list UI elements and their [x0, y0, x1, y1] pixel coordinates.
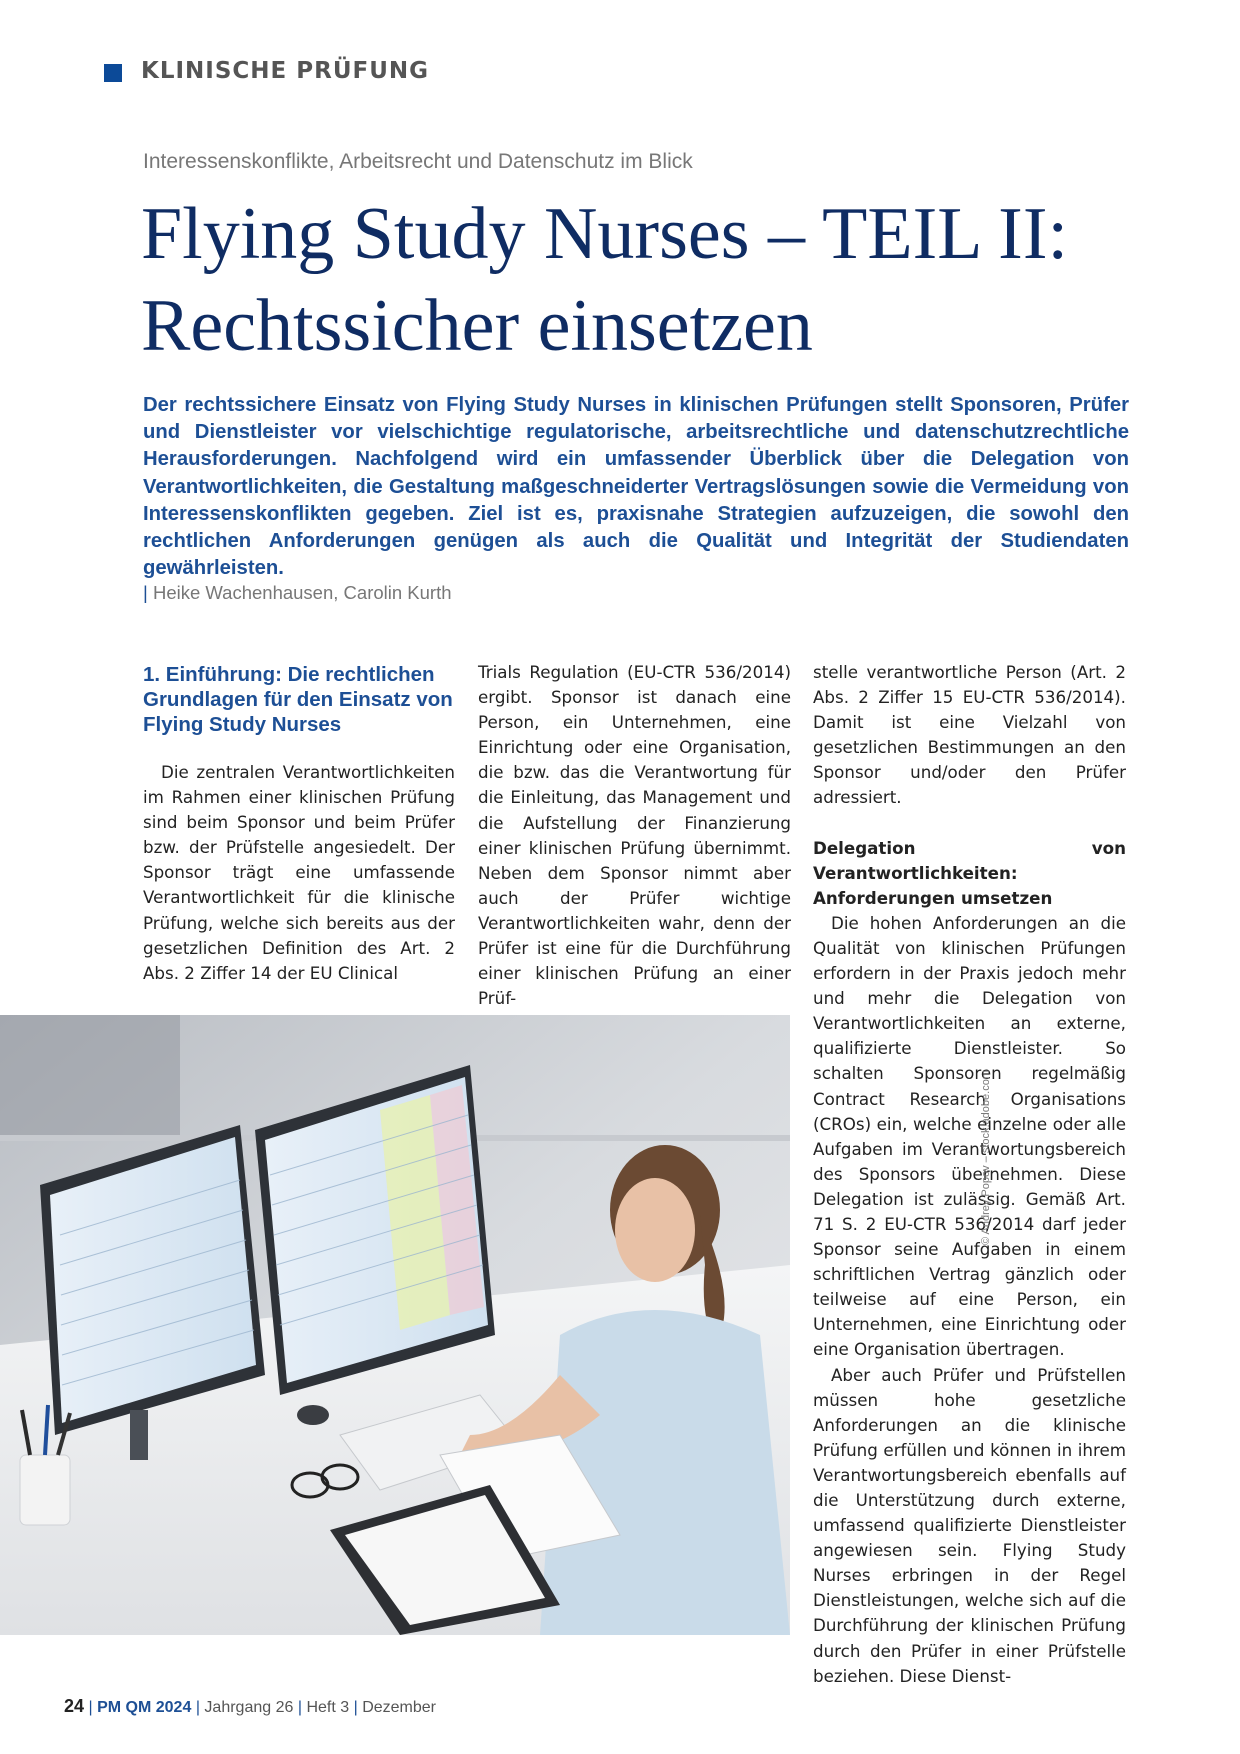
paragraph: Die hohen Anforderungen an die Qualität von klinischen Prüfungen erfordern in der Praxis jedoch mehr und mehr die Delegation von Verantwortlichkeiten an externe, qualifizierte Dienstleister. So schalten Sponsoren regelmäßig Contract Research Organisations (CROs) ein, welche einzelne oder alle Aufgaben im Verantwortungsbereich des Sponsors übernehmen. Diese Delegation ist zulässig. Gemäß Art. 71 S. 2 EU-CTR 536/2014 darf jeder Sponsor seine Aufgaben in einem schriftlichen Vertrag gänzlich oder teilweise auf eine Person, ein Unternehmen, eine Einrichtung oder eine Organisation übertragen.	[813, 912, 1126, 1360]
article-title-line1: Flying Study Nurses – TEIL II:	[141, 193, 1069, 275]
authors-names: Heike Wachenhausen, Carolin Kurth	[152, 582, 452, 603]
page-footer	[64, 1696, 436, 1717]
photo-credit: © Andrey Popov – stock.adobe.com	[980, 1070, 992, 1246]
footer-issue: Heft 3	[306, 1699, 350, 1716]
paragraph: Trials Regulation (EU-CTR 536/2014) ergibt. Sponsor ist danach eine Person, ein Unternehmen, eine Einrichtung oder eine Organisation, die bzw. das die Verantwortung für die Einleitung, das Management und die Aufstellung der Finanzierung einer klinischen Prüfung übernimmt. Neben dem Sponsor nimmt aber auch der Prüfer wichtige Verantwortlichkeiten wahr, denn der Prüfer ist eine für die Durchführung einer klinischen Prüfung an einer Prüf-	[478, 662, 791, 1009]
article-title	[141, 188, 1181, 372]
paragraph: Die zentralen Verantwortlichkeiten im Rahmen einer klinischen Prüfung sind beim Sponsor und beim Prüfer bzw. der Prüfstelle angesiedelt. Der Sponsor trägt eine umfassende Verantwortlichkeit für die klinische Prüfung, welche sich bereits aus der gesetzlichen Definition des Art. 2 Abs. 2 Ziffer 14 der EU Clinical	[143, 762, 455, 983]
page-number: 24	[64, 1696, 85, 1716]
section-heading-introduction: 1. Einführung: Die rechtlichen Grundlagen für den Einsatz von Flying Study Nurses	[143, 663, 453, 736]
subheading-delegation: Delegation von Verantwortlichkeiten: Anforderungen umsetzen	[813, 837, 1126, 908]
section-marker	[104, 64, 122, 82]
footer-month: Dezember	[362, 1699, 437, 1716]
article-authors	[143, 582, 452, 604]
footer-publication: PM QM 2024	[97, 1699, 192, 1716]
article-subtitle: Interessenskonflikte, Arbeitsrecht und Datenschutz im Blick	[143, 150, 693, 173]
body-column-1	[143, 760, 455, 986]
footer-separator: |	[297, 1699, 302, 1716]
body-column-3	[813, 660, 1126, 1689]
body-column-2	[478, 660, 791, 1011]
article-title-line2: Rechtssicher einsetzen	[141, 285, 813, 367]
footer-separator: |	[195, 1699, 200, 1716]
photo-illustration	[0, 1015, 790, 1635]
article-photo	[0, 1015, 790, 1635]
paragraph: stelle verantwortliche Person (Art. 2 Abs. 2 Ziffer 15 EU-CTR 536/2014). Damit ist eine Vielzahl von gesetzlichen Bestimmungen an den Sponsor und/oder den Prüfer adressiert.	[813, 662, 1126, 808]
footer-separator: |	[88, 1699, 93, 1716]
article-lead: Der rechtssichere Einsatz von Flying Study Nurses in klinischen Prüfungen stellt Sponsoren, Prüfer und Dienstleister vor vielschichtige regulatorische, arbeitsrechtliche und datenschutzrechtliche Herausforderungen. Nachfolgend wird ein umfassender Überblick über die Delegation von Verantwortlichkeiten, die Gestaltung maßgeschneiderter Vertragslösungen sowie die Vermeidung von Interessenskonflikten gegeben. Ziel ist es, praxisnahe Strategien aufzuzeigen, die sowohl den rechtlichen Anforderungen genügen als auch die Qualität und Integrität der Studiendaten gewährleisten.	[143, 394, 1129, 580]
footer-separator: |	[353, 1699, 358, 1716]
footer-volume: Jahrgang 26	[204, 1699, 294, 1716]
section-label: KLINISCHE PRÜFUNG	[141, 58, 430, 84]
paragraph: Aber auch Prüfer und Prüfstellen müssen hohe gesetzliche Anforderungen an die klinische Prüfung erfüllen und können in ihrem Verantwortungsbereich ebenfalls auf die Unterstützung durch externe, umfassend qualifizierte Dienstleister angewiesen sein. Flying Study Nurses erbringen in der Regel Dienstleistungen, welche sich auf die Durchführung der klinischen Prüfung durch den Prüfer in einer Prüfstelle beziehen. Diese Dienst-	[813, 1364, 1126, 1686]
authors-bar: |	[143, 582, 148, 603]
